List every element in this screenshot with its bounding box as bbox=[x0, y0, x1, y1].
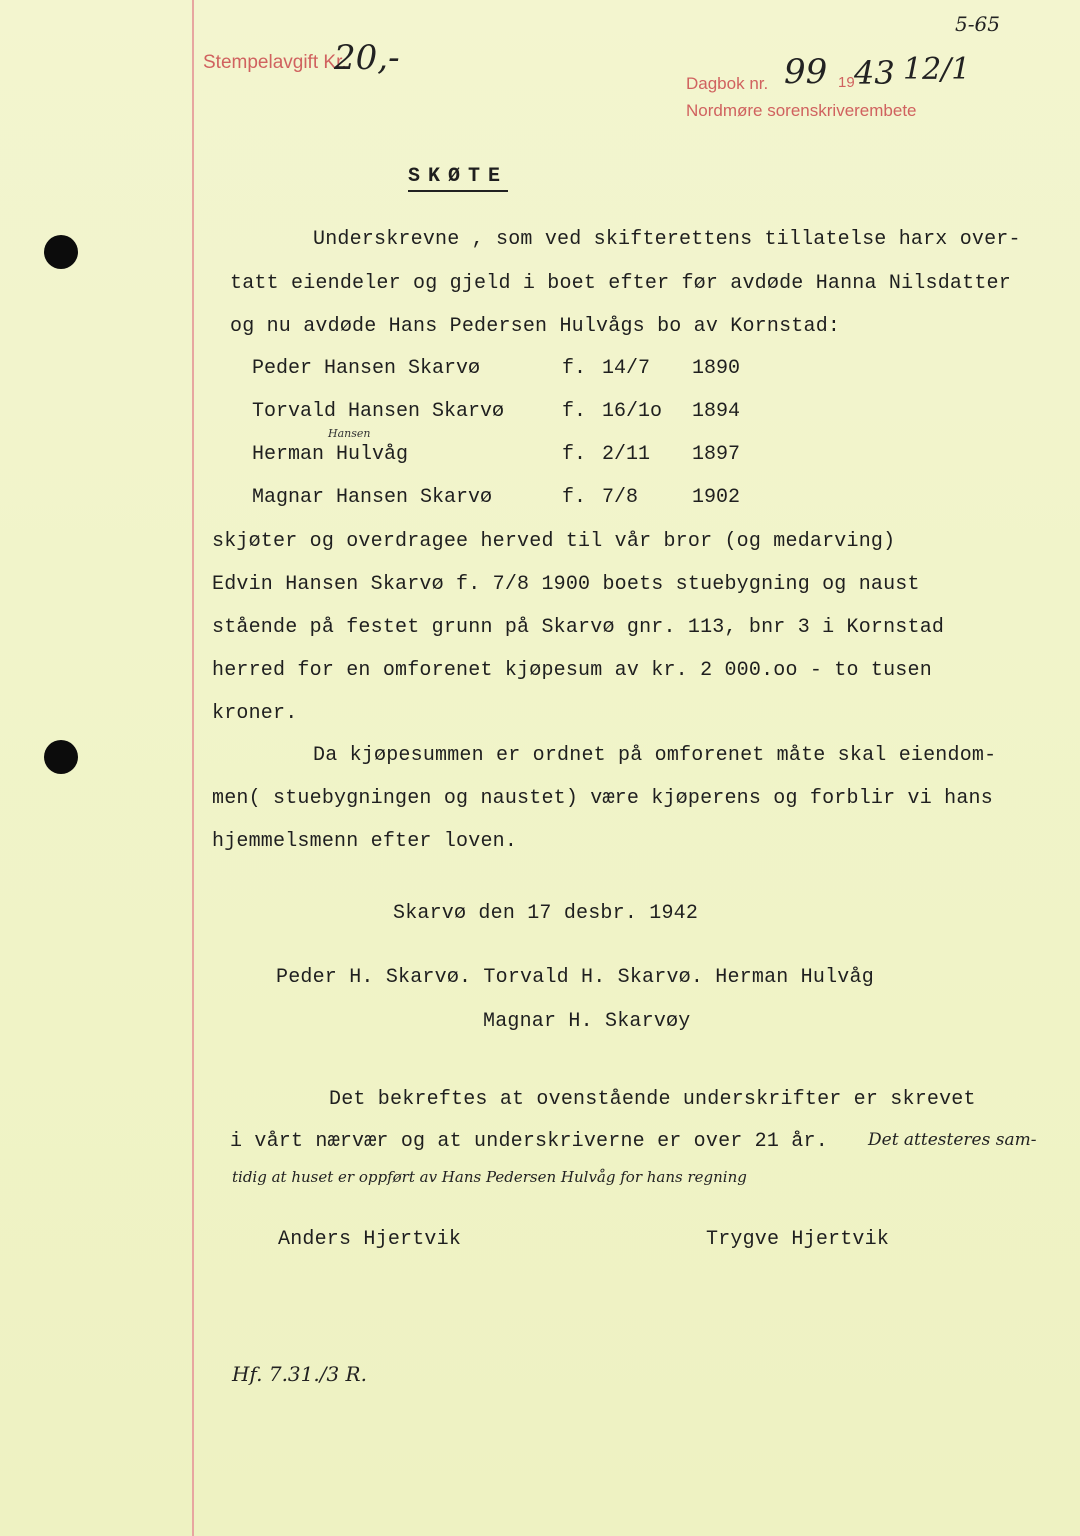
heir-f: f. bbox=[562, 443, 587, 466]
handwritten-addendum-2: tidig at huset er oppført av Hans Pedersen Hulvåg for hans regning bbox=[232, 1168, 747, 1186]
body-line-1: skjøter og overdragee herved til vår bror (og medarving) bbox=[212, 530, 896, 553]
heir-year: 1902 bbox=[692, 486, 741, 509]
para2-line-1: Da kjøpesummen er ordnet på omforenet måte skal eiendom- bbox=[313, 744, 997, 767]
heir-name: Herman Hulvåg bbox=[252, 443, 409, 466]
heir-name: Magnar Hansen Skarvø bbox=[252, 486, 493, 509]
heir-date: 7/8 bbox=[602, 486, 639, 509]
heir-f: f. bbox=[562, 486, 587, 509]
body-line-3: stående på festet grunn på Skarvø gnr. 113, bnr 3 i Kornstad bbox=[212, 616, 945, 639]
body-line-5: kroner. bbox=[212, 702, 298, 725]
heir-name: Torvald Hansen Skarvø bbox=[252, 400, 505, 423]
intro-line-3: og nu avdøde Hans Pedersen Hulvågs bo av Kornstad: bbox=[230, 315, 841, 338]
margin-rule bbox=[192, 0, 194, 1536]
heir-f: f. bbox=[562, 357, 587, 380]
intro-line-2: tatt eiendeler og gjeld i boet efter før avdøde Hanna Nilsdatter bbox=[230, 272, 1011, 295]
place-date: Skarvø den 17 desbr. 1942 bbox=[393, 902, 699, 925]
signatures-line-2: Magnar H. Skarvøy bbox=[483, 1010, 691, 1033]
stamp-fee-label: Stempelavgift Kr. bbox=[203, 52, 347, 73]
punch-hole-bottom bbox=[44, 740, 78, 774]
intro-line-1: Underskrevne , som ved skifterettens tillatelse harx over- bbox=[313, 228, 1021, 251]
witness-line-1: Det bekreftes at ovenstående underskrifter er skrevet bbox=[329, 1088, 976, 1111]
handwritten-addendum-1: Det attesteres sam- bbox=[868, 1130, 1037, 1150]
heir-name: Peder Hansen Skarvø bbox=[252, 357, 481, 380]
witness-2-name: Trygve Hjertvik bbox=[706, 1228, 890, 1251]
para2-line-3: hjemmelsmenn efter loven. bbox=[212, 830, 518, 853]
heir-year: 1897 bbox=[692, 443, 741, 466]
heir-date: 14/7 bbox=[602, 357, 651, 380]
heir-date: 16/1o bbox=[602, 400, 663, 423]
document-title: SKØTE bbox=[408, 165, 508, 192]
handwritten-footer: Hf. 7.31./3 R. bbox=[232, 1362, 367, 1386]
stamp-fee-amount: 20,- bbox=[334, 38, 400, 78]
dagbok-year-prefix: 19 bbox=[838, 74, 855, 91]
office-stamp: Nordmøre sorenskriverembete bbox=[686, 101, 917, 120]
corner-mark: 5-65 bbox=[955, 12, 1000, 36]
witness-1-name: Anders Hjertvik bbox=[278, 1228, 462, 1251]
body-line-2: Edvin Hansen Skarvø f. 7/8 1900 boets stuebygning og naust bbox=[212, 573, 920, 596]
heir-year: 1894 bbox=[692, 400, 741, 423]
dagbok-label: Dagbok nr. bbox=[686, 74, 769, 93]
para2-line-2: men( stuebygningen og naustet) være kjøperens og forblir vi hans bbox=[212, 787, 993, 810]
heir-f: f. bbox=[562, 400, 587, 423]
heir-year: 1890 bbox=[692, 357, 741, 380]
dagbok-number: 99 bbox=[784, 52, 828, 92]
dagbok-date: 12/1 bbox=[903, 52, 971, 87]
signatures-line-1: Peder H. Skarvø. Torvald H. Skarvø. Herman Hulvåg bbox=[276, 966, 874, 989]
body-line-4: herred for en omforenet kjøpesum av kr. 2 000.oo - to tusen bbox=[212, 659, 932, 682]
dagbok-year: 43 bbox=[854, 54, 895, 92]
witness-line-2: i vårt nærvær og at underskriverne er over 21 år. bbox=[230, 1130, 828, 1153]
stamp-fee bbox=[203, 52, 347, 74]
heir-date: 2/11 bbox=[602, 443, 651, 466]
heir-insertion: Hansen bbox=[328, 427, 371, 440]
punch-hole-top bbox=[44, 235, 78, 269]
